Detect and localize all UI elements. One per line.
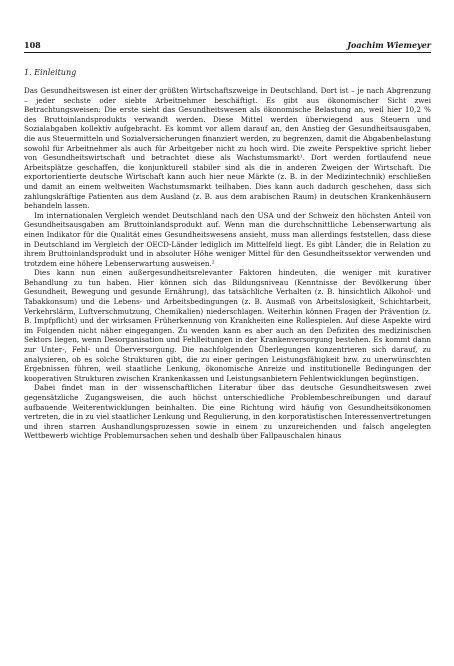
header-rule bbox=[24, 52, 431, 53]
running-author: Joachim Wiemeyer bbox=[347, 40, 431, 50]
page-number: 108 bbox=[24, 40, 41, 50]
running-header bbox=[24, 39, 431, 51]
paragraph: Dies kann nun einen außergesundheitsrelevanter Faktoren hindeuten, die weniger mit kurativer Behandlung zu tun haben. Hier können sich das Bildungsniveau (Kenntnisse der Bevölkerung über Gesundheit, Bewegung und gesunde Ernährung), das tatsächliche Verhalten (z. B. hinsichtlich Alkohol- und Tabakkonsum) und die Lebens- und Arbeitsbedingungen (z. B. Ausmaß von Arbeitslosigkeit, Schichtarbeit, Verkehrslärm, Luftverschmutzung, Chemikalien) niederschlagen. Weiterhin können Fragen der Prävention (z. B. Impfpflicht) und der wirksamen Früherkennung von Krankheiten eine Rollespielen. Auf diese Aspekte wird im Folgenden nicht näher eingegangen. Zu wenden kann es aber auch an den Defiziten des medizinischen Sektors liegen, wenn Desorganisation und Fehlleitungen in der Krankenversorgung bestehen. Es kommt dann zur Unter-, Fehl- und Überversorgung. Die nachfolgenden Überlegungen konzentrieren sich darauf, zu analysieren, ob es solche Strukturen gibt, die zu einer geringen Leistungsfähigkeit bzw. zu unerwünschten Ergebnissen führen, weil staatliche Lenkung, ökonomische Anreize und institutionelle Bedingungen der kooperativen Strukturen zwischen Krankenkassen und Leistungsanbietern Fehlentwicklungen begünstigen. bbox=[24, 268, 431, 383]
paragraph: Das Gesundheitswesen ist einer der größten Wirtschaftszweige in Deutschland. Dort ist – je nach Abgrenzung – jeder sechste oder siebte Arbeitnehmer beschäftigt. Es gibt aus ökonomischer Sicht zwei Betrachtungsweisen: Die erste sieht das Gesundheitswesen als ökonomische Belastung an, weil hier 10,2 % des Bruttoinlandsprodukts verwandt werden. Diese Mittel werden überwiegend aus Steuern und Sozialabgaben kollektiv aufgebracht. Es kommt vor allem darauf an, den Anstieg der Gesundheitsausgaben, die aus Steuermitteln und Sozialversicherungen finanziert werden, zu begrenzen, damit die Abgabenbelastung sowohl für Arbeitnehmer als auch für Arbeitgeber nicht zu hoch wird. Die zweite Perspektive spricht lieber von Gesundheitswirtschaft und betrachtet diese als Wachstumsmarkt¹. Dort werden fortlaufend neue Arbeitsplätze geschaffen, die konjunkturell stabiler sind als die in anderen Zweigen der Wirtschaft. Die exportorientierte deutsche Wirtschaft kann auch hier neue Märkte (z. B. in der Medizintechnik) erschließen und damit an einem weltweiten Wachstumsmarkt teilhaben. Dies kann auch dadurch geschehen, dass sich zahlungskräftige Patienten aus dem Ausland (z. B. aus dem arabischen Raum) in deutschen Krankenhäusern behandeln lassen. bbox=[24, 86, 431, 211]
section-heading: 1. Einleitung bbox=[24, 68, 77, 77]
body-text bbox=[24, 86, 431, 441]
paragraph: Im internationalen Vergleich wendet Deutschland nach den USA und der Schweiz den höchsten Anteil von Gesundheitsausgaben am Bruttoinlandsprodukt auf. Wenn man die durchschnittliche Lebenserwartung als einen Indikator für die Qualität eines Gesundheitswesens ansieht, muss man allerdings feststellen, dass diese in Deutschland im Vergleich der OECD-Länder lediglich im Mittelfeld liegt. Es gibt Länder, die in Relation zu ihrem Bruttoinlandsprodukt und in absoluter Höhe weniger Mittel für den Gesundheitssektor verwenden und trotzdem eine höhere Lebenserwartung ausweisen.² bbox=[24, 210, 431, 268]
paragraph: Dabei findet man in der wissenschaftlichen Literatur über das deutsche Gesundheitswesen zwei gegensätzliche Zugangsweisen, die auch höchst unterschiedliche Problembeschreibungen und darauf aufbauende Weiterentwicklungen beinhalten. Die eine Richtung wird häufig von Gesundheitsökonomen vertreten, die in zu viel staatlicher Lenkung und Regulierung, in den korporatistischen Interessenvertretungen und ihren starren Aushandlungsprozessen sowie in einem zu unzureichenden und falsch angelegten Wettbewerb wichtige Problemursachen sehen und deshalb über Fallpauschalen hinaus bbox=[24, 383, 431, 441]
